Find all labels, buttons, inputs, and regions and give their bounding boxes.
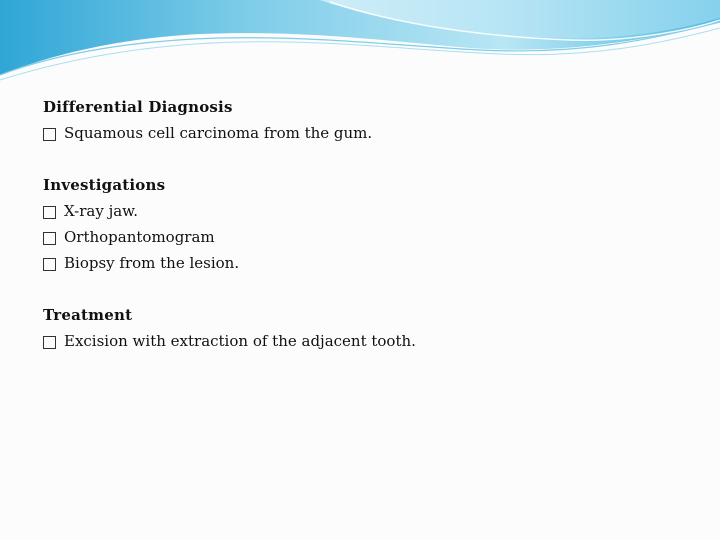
list-item-text: Squamous cell carcinoma from the gum. (64, 124, 373, 142)
section-treatment (43, 302, 683, 354)
list-item (43, 224, 683, 250)
square-bullet-icon (43, 258, 56, 271)
list-item (43, 198, 683, 224)
list-item (43, 328, 683, 354)
list-item-text: Excision with extraction of the adjacent tooth. (64, 332, 416, 350)
section-investigations (43, 172, 683, 276)
list-item (43, 120, 683, 146)
slide-content (43, 94, 683, 380)
section-differential-diagnosis (43, 94, 683, 146)
list-item-text: Biopsy from the lesion. (64, 254, 240, 272)
square-bullet-icon (43, 128, 56, 141)
square-bullet-icon (43, 232, 56, 245)
list-item-text: Orthopantomogram (64, 228, 215, 246)
header-wave-decoration (0, 0, 720, 90)
section-heading: Investigations (43, 176, 166, 194)
section-heading: Treatment (43, 306, 133, 324)
square-bullet-icon (43, 206, 56, 219)
square-bullet-icon (43, 336, 56, 349)
list-item (43, 250, 683, 276)
list-item-text: X-ray jaw. (64, 202, 138, 220)
section-heading: Differential Diagnosis (43, 98, 233, 116)
